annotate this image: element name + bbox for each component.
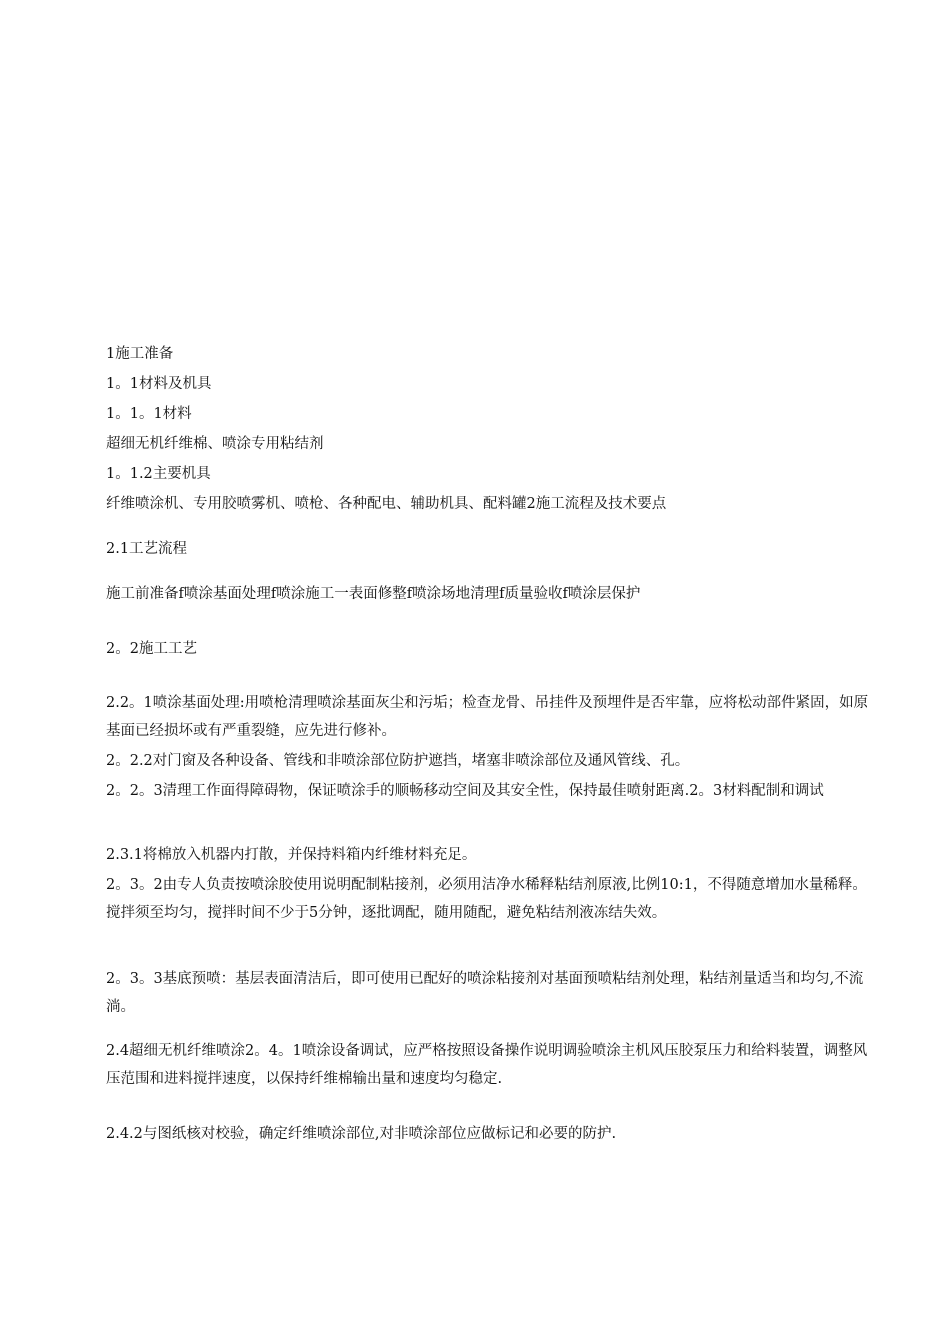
paragraph-2-4-2: 2.4.2与图纸核对校验，确定纤维喷涂部位,对非喷涂部位应做标记和必要的防护. (106, 1126, 617, 1142)
paragraph-2-3-2: 2。3。2由专人负责按喷涂胶使用说明配制粘接剂，必须用洁净水稀释粘结剂原液,比例10:1，不得随意增加水量稀释。搅拌须至均匀，搅拌时间不少于5分钟，逐批调配，随用随配，避免粘结剂液冻结失效。 (106, 877, 867, 921)
process-flow-text: 施工前准备f喷涂基面处理f喷涂施工一表面修整f喷涂场地清理f质量验收f喷涂层保护 (106, 586, 641, 602)
main-tools-text: 纤维喷涂机、专用胶喷雾机、喷枪、各种配电、辅助机具、配料罐2施工流程及技术要点 (106, 496, 667, 512)
heading-construction-technique: 2。2施工工艺 (106, 641, 197, 657)
paragraph-2-2-2: 2。2.2对门窗及各种设备、管线和非喷涂部位防护遮挡，堵塞非喷涂部位及通风管线、孔。 (106, 753, 690, 769)
paragraph-2-2-3: 2。2。3清理工作面得障碍物，保证喷涂手的顺畅移动空间及其安全性，保持最佳喷射距离.2。3材料配制和调试 (106, 783, 824, 799)
materials-text: 超细无机纤维棉、喷涂专用粘结剂 (106, 436, 324, 452)
heading-process-flow: 2.1工艺流程 (106, 541, 188, 557)
heading-construction-preparation: 1施工准备 (106, 346, 174, 362)
heading-main-tools: 1。1.2主要机具 (106, 466, 211, 482)
heading-materials-and-tools: 1。1材料及机具 (106, 376, 212, 392)
paragraph-2-3-1: 2.3.1将棉放入机器内打散，并保持料箱内纤维材料充足。 (106, 847, 477, 863)
paragraph-2-3-3: 2。3。3基底预喷：基层表面清洁后，即可使用已配好的喷涂粘接剂对基面预喷粘结剂处理，粘结剂量适当和均匀,不流淌。 (106, 971, 864, 1015)
paragraph-2-2-1: 2.2。1喷涂基面处理:用喷枪清理喷涂基面灰尘和污垢；检查龙骨、吊挂件及预埋件是否牢靠，应将松动部件紧固，如原基面已经损坏或有严重裂缝，应先进行修补。 (106, 695, 869, 739)
heading-materials: 1。1。1材料 (106, 406, 192, 422)
paragraph-2-4: 2.4超细无机纤维喷涂2。4。1喷涂设备调试，应严格按照设备操作说明调验喷涂主机风压胶泵压力和给料装置，调整风压范围和进料搅拌速度，以保持纤维棉输出量和速度均匀稳定. (106, 1043, 868, 1087)
